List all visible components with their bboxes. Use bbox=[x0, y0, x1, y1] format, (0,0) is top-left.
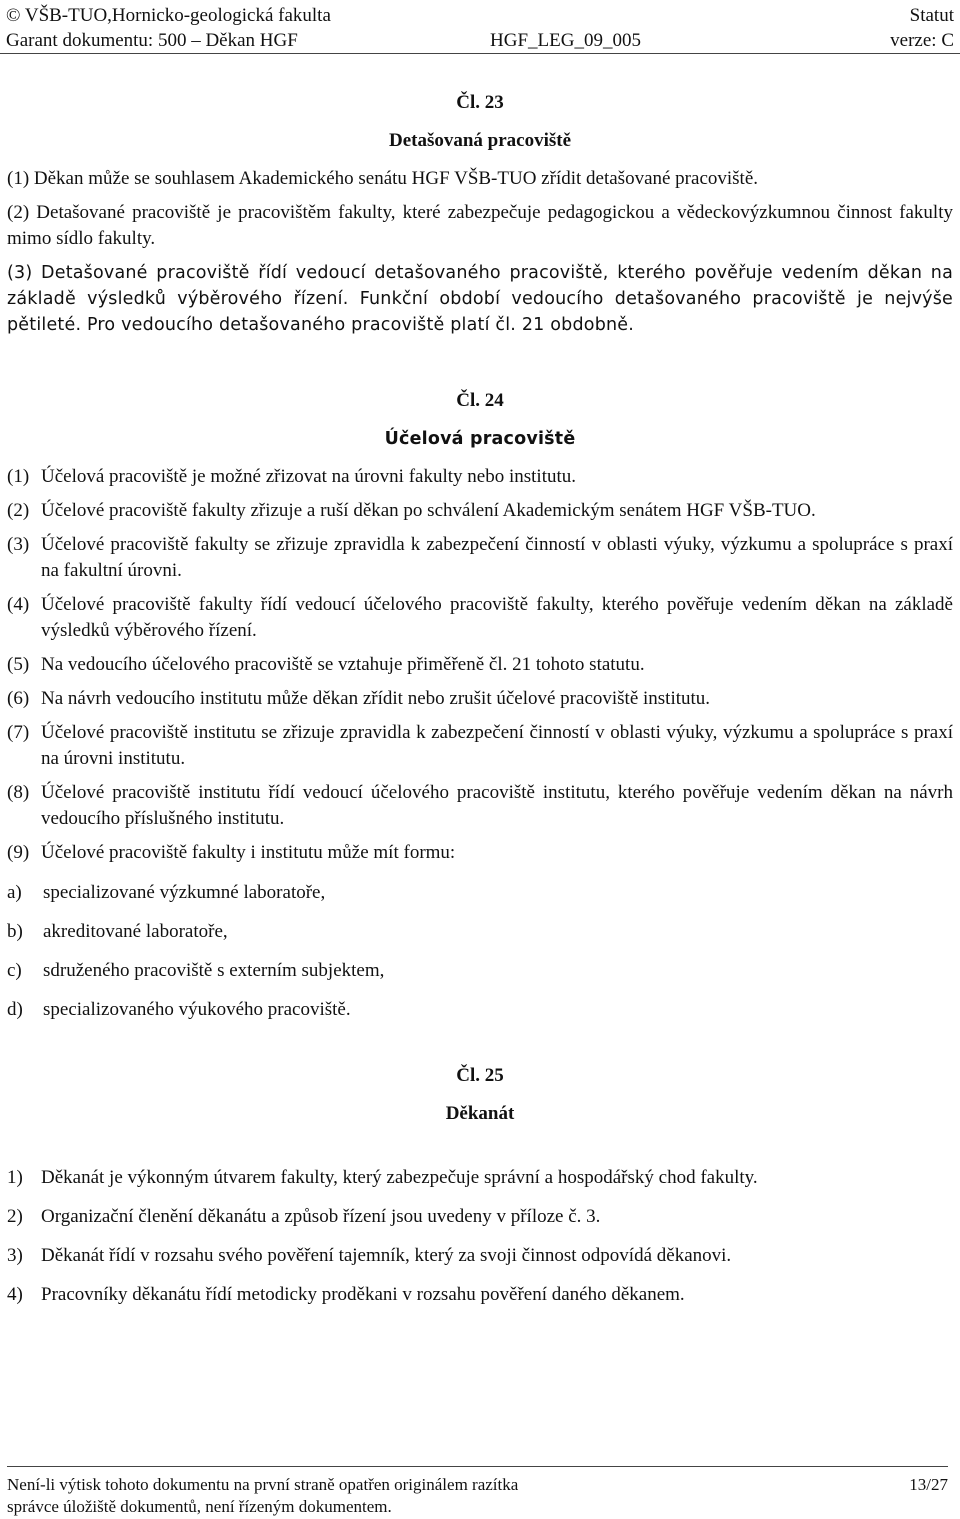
article-23-paragraph-3: (3) Detašované pracoviště řídí vedoucí detašovaného pracoviště, kterého pověřuje vedením děkan na základě výsledků výběrového řízení. Funkční období vedoucího detašovaného pracoviště je nejvýše pětileté. Pro vedoucího detašovaného pracoviště platí čl. 21 obdobně. bbox=[7, 263, 953, 335]
article-25-item: 1) Děkanát je výkonným útvarem fakulty, který zabezpečuje správní a hospodářský chod fakulty. bbox=[7, 1167, 758, 1188]
article-24-item: (5) Na vedoucího účelového pracoviště se vztahuje přiměřeně čl. 21 tohoto statutu. bbox=[7, 654, 645, 675]
header-doc-code: HGF_LEG_09_005 bbox=[490, 30, 641, 51]
article-24-item: (2) Účelové pracoviště fakulty zřizuje a ruší děkan po schválení Akademickým senátem HGF VŠB-TUO. bbox=[7, 500, 816, 521]
article-24-item: (6) Na návrh vedoucího institutu může děkan zřídit nebo zrušit účelové pracoviště institutu. bbox=[7, 688, 711, 709]
footer-divider bbox=[7, 1466, 948, 1467]
header-row-1 bbox=[0, 3, 960, 29]
article-24-item: (4) Účelové pracoviště fakulty řídí vedoucí účelového pracoviště fakulty, kterého pověřuje vedením děkan na základě výsledků výběrového řízení. bbox=[7, 594, 953, 641]
article-24-item: (1) Účelová pracoviště je možné zřizovat na úrovni fakulty nebo institutu. bbox=[7, 466, 576, 487]
article-24-subitem: d) specializovaného výukového pracoviště. bbox=[7, 999, 351, 1020]
header-guarantor: Garant dokumentu: 500 – Děkan HGF bbox=[6, 30, 298, 51]
article-24-item: (3) Účelové pracoviště fakulty se zřizuje zpravidla k zabezpečení činností v oblasti výuky, výzkumu a spolupráce s praxí na fakultní úrovni. bbox=[7, 534, 953, 581]
page-number: 13/27 bbox=[909, 1475, 948, 1494]
article-25-item: 2) Organizační členění děkanátu a způsob řízení jsou uvedeny v příloze č. 3. bbox=[7, 1206, 601, 1227]
article-24-item: (8) Účelové pracoviště institutu řídí vedoucí účelového pracoviště institutu, kterého pověřuje vedením děkan na návrh vedoucího příslušného institutu. bbox=[7, 782, 953, 829]
header-version: verze: C bbox=[890, 30, 954, 51]
article-25-title: Děkanát bbox=[445, 1103, 515, 1124]
footer-row-1 bbox=[7, 1474, 948, 1496]
article-23-number: Čl. 23 bbox=[456, 92, 504, 113]
footer-row-2 bbox=[7, 1496, 948, 1518]
article-24-item: (9) Účelové pracoviště fakulty i institutu může mít formu: bbox=[7, 842, 456, 863]
header-copyright: © VŠB-TUO,Hornicko-geologická fakulta bbox=[6, 5, 331, 26]
header-doc-type: Statut bbox=[909, 5, 954, 26]
article-25-number: Čl. 25 bbox=[456, 1065, 504, 1086]
header-divider bbox=[0, 53, 960, 54]
article-25-item: 4) Pracovníky děkanátu řídí metodicky proděkani v rozsahu pověření daného děkanem. bbox=[7, 1284, 685, 1305]
article-24-item: (7) Účelové pracoviště institutu se zřizuje zpravidla k zabezpečení činností v oblasti výuky, výzkumu a spolupráce s praxí na úrovni institutu. bbox=[7, 722, 953, 769]
article-24-title: Účelová pracoviště bbox=[384, 429, 576, 449]
footer-notice-line-2: správce úložiště dokumentů, není řízeným dokumentem. bbox=[7, 1497, 392, 1516]
article-23-paragraph-1: (1) Děkan může se souhlasem Akademického senátu HGF VŠB-TUO zřídit detašované pracoviště. bbox=[7, 168, 759, 189]
article-24-subitem: c) sdruženého pracoviště s externím subjektem, bbox=[7, 960, 385, 981]
document-body bbox=[7, 90, 953, 1316]
article-24-subitem: a) specializované výzkumné laboratoře, bbox=[7, 882, 326, 903]
footer-notice-line-1: Není-li výtisk tohoto dokumentu na první straně opatřen originálem razítka bbox=[7, 1475, 519, 1494]
article-24-number: Čl. 24 bbox=[456, 390, 504, 411]
article-25-item: 3) Děkanát řídí v rozsahu svého pověření tajemník, který za svoji činnost odpovídá děkanovi. bbox=[7, 1245, 732, 1266]
article-23-paragraph-2: (2) Detašované pracoviště je pracovištěm fakulty, které zabezpečuje pedagogickou a vědeckovýzkumnou činnost fakulty mimo sídlo fakulty. bbox=[7, 202, 953, 249]
article-23-title: Detašovaná pracoviště bbox=[388, 130, 572, 151]
header-row-2 bbox=[0, 28, 960, 54]
article-24-subitem: b) akreditované laboratoře, bbox=[7, 921, 228, 942]
